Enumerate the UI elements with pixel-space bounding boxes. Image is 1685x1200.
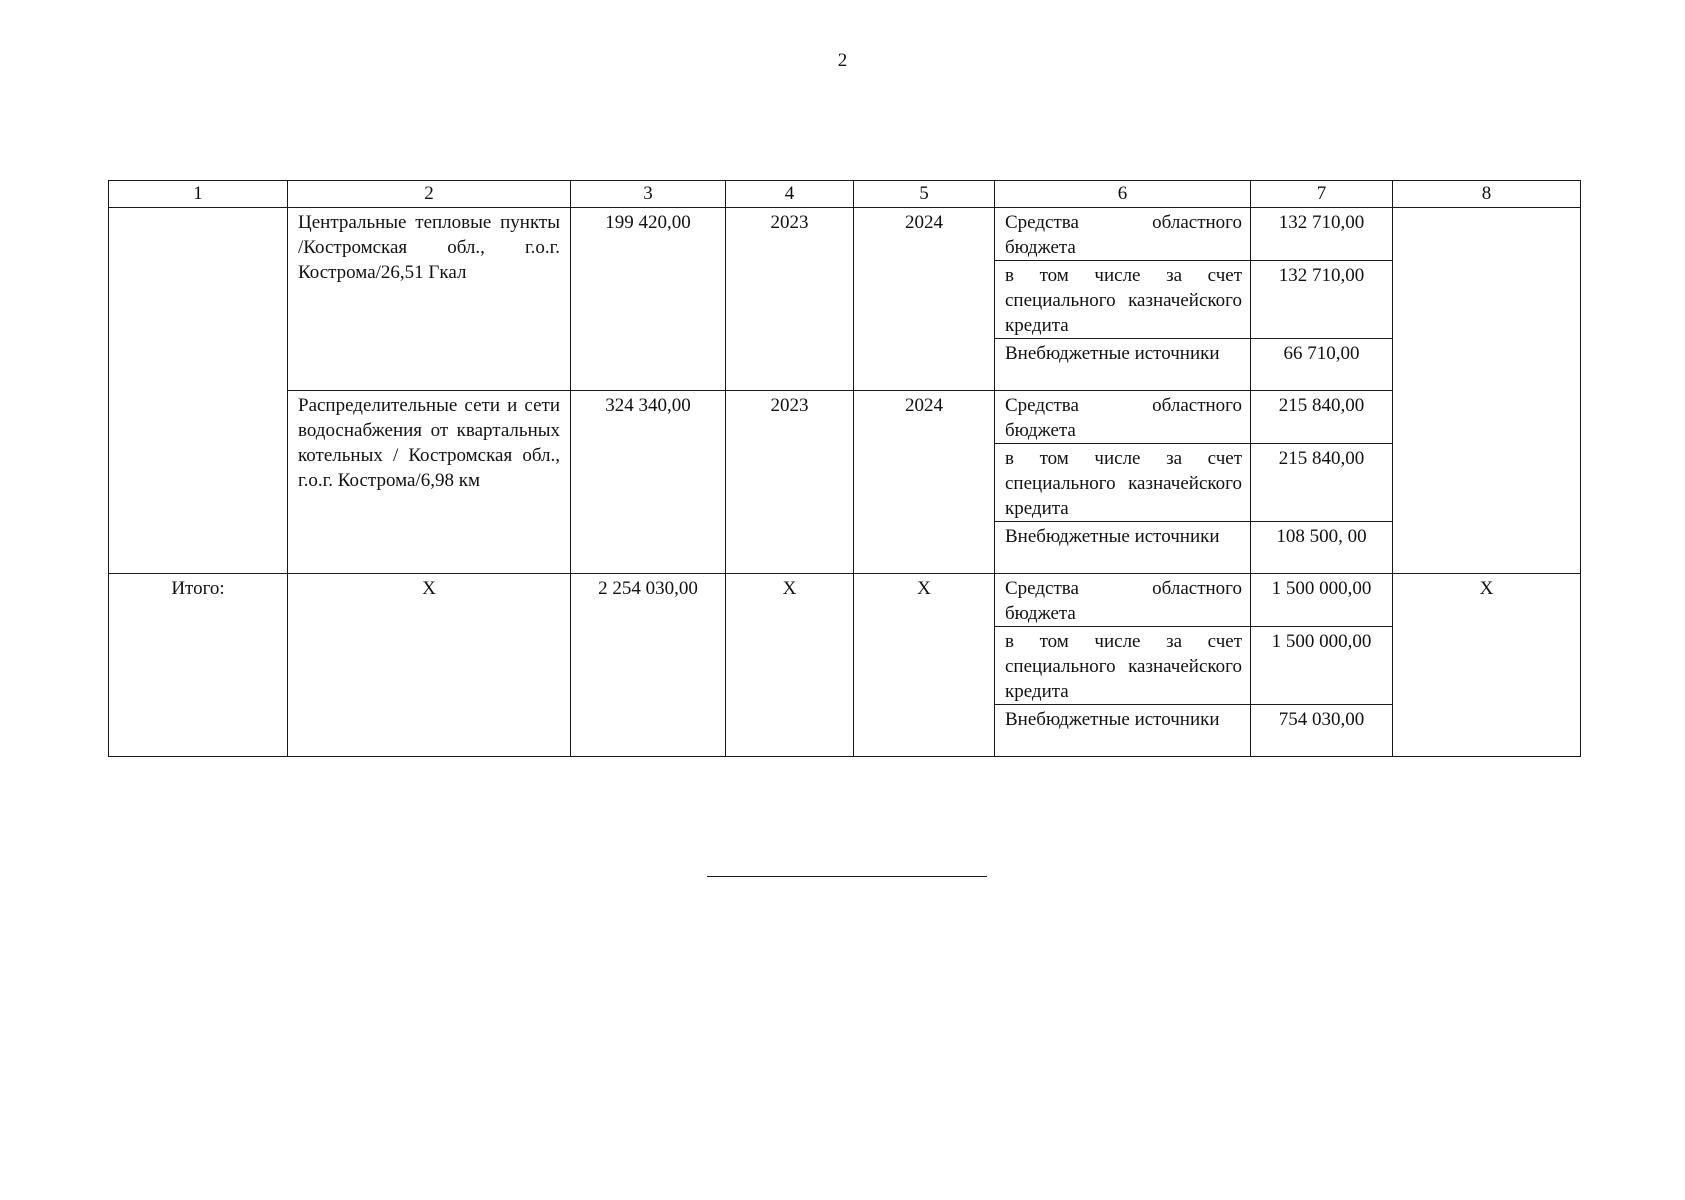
closing-rule (707, 876, 987, 877)
amount-cell: 754 030,00 (1251, 705, 1393, 757)
column-number: 3 (571, 181, 726, 208)
column-number-row (109, 181, 1581, 208)
funding-source-cell: Внебюджетные источники (995, 522, 1251, 574)
amount-cell: 132 710,00 (1251, 261, 1393, 339)
amount-cell: 108 500, 00 (1251, 522, 1393, 574)
table-row (109, 391, 1581, 444)
funding-source-cell: Средства областного бюджета (995, 208, 1251, 261)
column-number: 4 (726, 181, 854, 208)
object-name-cell: Распределительные сети и сети водоснабжения от квартальных котельных / Костромская обл., г.о.г. Кострома/6,98 км (288, 391, 571, 574)
row-number-cell (109, 208, 288, 574)
start-year-cell: 2023 (726, 208, 854, 391)
amount-cell: 132 710,00 (1251, 208, 1393, 261)
end-year-cell: Х (854, 574, 995, 757)
page-number: 2 (837, 50, 848, 71)
budget-table (108, 180, 1581, 757)
funding-source-cell: в том числе за счет специального казначейского кредита (995, 444, 1251, 522)
start-year-cell: 2023 (726, 391, 854, 574)
total-cost-cell: 2 254 030,00 (571, 574, 726, 757)
total-label-cell: Итого: (109, 574, 288, 757)
end-year-cell: 2024 (854, 391, 995, 574)
column-number: 1 (109, 181, 288, 208)
note-cell: Х (1393, 574, 1581, 757)
amount-cell: 215 840,00 (1251, 444, 1393, 522)
column-number: 7 (1251, 181, 1393, 208)
column-number: 8 (1393, 181, 1581, 208)
funding-source-cell: Средства областного бюджета (995, 574, 1251, 627)
end-year-cell: 2024 (854, 208, 995, 391)
funding-source-cell: Внебюджетные источники (995, 705, 1251, 757)
start-year-cell: Х (726, 574, 854, 757)
total-cost-cell: 324 340,00 (571, 391, 726, 574)
column-number: 6 (995, 181, 1251, 208)
note-cell (1393, 208, 1581, 574)
total-row (109, 574, 1581, 627)
funding-source-cell: в том числе за счет специального казначейского кредита (995, 261, 1251, 339)
funding-source-cell: Средства областного бюджета (995, 391, 1251, 444)
funding-source-cell: Внебюджетные источники (995, 339, 1251, 391)
object-name-cell: Х (288, 574, 571, 757)
object-name-cell: Центральные тепловые пункты /Костромская обл., г.о.г. Кострома/26,51 Гкал (288, 208, 571, 391)
column-number: 5 (854, 181, 995, 208)
amount-cell: 1 500 000,00 (1251, 627, 1393, 705)
amount-cell: 215 840,00 (1251, 391, 1393, 444)
funding-source-cell: в том числе за счет специального казначейского кредита (995, 627, 1251, 705)
amount-cell: 1 500 000,00 (1251, 574, 1393, 627)
amount-cell: 66 710,00 (1251, 339, 1393, 391)
column-number: 2 (288, 181, 571, 208)
table-row (109, 208, 1581, 261)
total-cost-cell: 199 420,00 (571, 208, 726, 391)
